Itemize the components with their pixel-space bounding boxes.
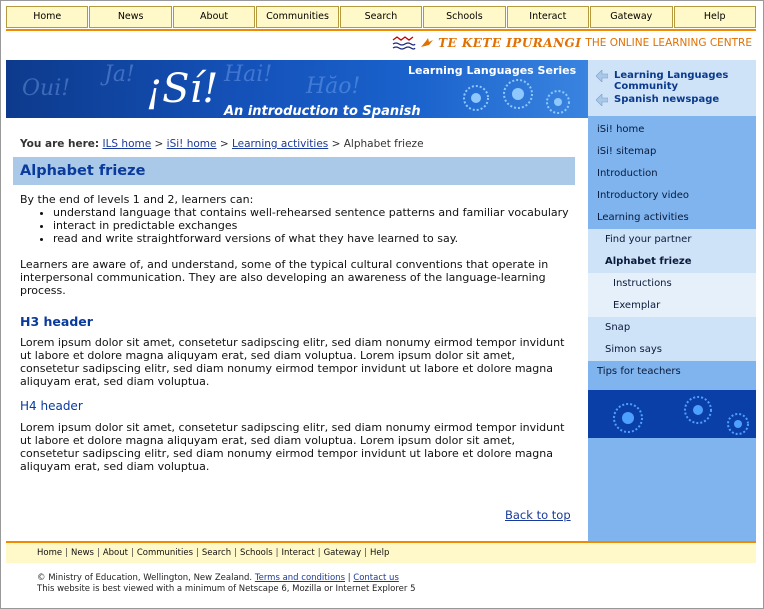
footer-link-news[interactable]: News	[70, 548, 94, 558]
brand-bar	[6, 31, 756, 56]
breadcrumb-isi-home[interactable]: iSi! home	[166, 138, 217, 150]
main-content	[20, 193, 572, 473]
arrow-left-icon	[596, 70, 608, 82]
sidebar-decoration	[588, 390, 756, 438]
browser-note: This website is best viewed with a minimum of Netscape 6, Mozilla or Internet Explorer 5	[37, 584, 416, 594]
footer-link-interact[interactable]: Interact	[281, 548, 315, 558]
koru-pattern-icon	[588, 390, 756, 438]
paragraph: Lorem ipsum dolor sit amet, consetetur sadipscing elitr, sed diam nonumy eirmod tempor invidunt ut labore et dolore magna aliquyam erat, sed diam voluptua. Lorem ipsum dolor sit amet, consetetur sadipscing elitr, sed diam nonumy eirmod tempor invidunt ut labore et dolore magna aliquyam erat, sed diam voluptua.	[20, 421, 565, 473]
banner-greeting: Oui!	[22, 76, 71, 101]
waves-icon	[392, 36, 416, 50]
sidebar-item-snap[interactable]: Snap	[588, 317, 756, 339]
footer-nav: Home | News | About | Communities | Search | Schools | Interact | Gateway | Help	[6, 543, 756, 563]
breadcrumb-current: Alphabet frieze	[343, 138, 424, 150]
list-item: • interact in predictable exchanges	[53, 219, 572, 232]
page-title: Alphabet frieze	[20, 163, 146, 179]
nav-communities[interactable]: Communities	[256, 6, 338, 28]
breadcrumb-ils-home[interactable]: ILS home	[102, 138, 152, 150]
footer-link-communities[interactable]: Communities	[136, 548, 194, 558]
breadcrumb: You are here: ILS home > iSi! home > Learning activities > Alphabet frieze	[20, 138, 424, 150]
sidebar-item-introductory-video[interactable]: Introductory video	[597, 190, 689, 201]
sidebar-item-simon-says[interactable]: Simon says	[588, 339, 756, 361]
right-link-label: Learning Languages Community	[614, 70, 729, 92]
spanish-newspage-link[interactable]	[596, 94, 719, 106]
h4-heading: H4 header	[20, 399, 83, 413]
breadcrumb-label: You are here:	[20, 138, 100, 150]
breadcrumb-learning-activities[interactable]: Learning activities	[231, 138, 329, 150]
koru-pattern-icon	[458, 72, 578, 116]
site-banner	[6, 60, 588, 118]
nav-interact[interactable]: Interact	[507, 6, 589, 28]
banner-greeting: Hai!	[224, 62, 273, 87]
banner-title: ¡Sí!	[146, 66, 219, 112]
arrow-left-icon	[596, 94, 608, 106]
back-to-top-link[interactable]: Back to top	[505, 508, 571, 522]
nav-schools[interactable]: Schools	[423, 6, 505, 28]
brand-tagline: THE ONLINE LEARNING CENTRE	[585, 37, 752, 49]
list-item: • understand language that contains well-rehearsed sentence patterns and familiar vocabulary	[53, 206, 572, 219]
footer-link-help[interactable]: Help	[370, 548, 390, 558]
brand-name: TE KETE IPURANGI	[438, 36, 582, 50]
intro-text: By the end of levels 1 and 2, learners can:	[20, 193, 254, 206]
right-link-label: Spanish newspage	[614, 94, 720, 105]
footer-link-search[interactable]: Search	[201, 548, 232, 558]
contact-link[interactable]: Contact us	[353, 573, 399, 583]
footer-link-home[interactable]: Home	[37, 548, 63, 558]
nav-home[interactable]: Home	[6, 6, 88, 28]
sidebar-item-exemplar[interactable]: Exemplar	[588, 295, 756, 317]
nav-news[interactable]: News	[89, 6, 171, 28]
sidebar-item-tips-for-teachers[interactable]: Tips for teachers	[597, 366, 681, 377]
paragraph: Learners are aware of, and understand, some of the typical cultural conventions that operate in interpersonal communication. They are also developing an awareness of the language-learning process.	[20, 258, 549, 297]
nav-help[interactable]: Help	[674, 6, 756, 28]
sidebar-item-learning-activities[interactable]: Learning activities	[597, 212, 689, 223]
paragraph: Lorem ipsum dolor sit amet, consetetur sadipscing elitr, sed diam nonumy eirmod tempor invidunt ut labore et dolore magna aliquyam erat, sed diam voluptua. Lorem ipsum dolor sit amet, consetetur sadipscing elitr, sed diam nonumy eirmod tempor invidunt ut labore et dolore magna aliquyam erat, sed diam voluptua.	[20, 336, 565, 388]
sidebar-item-introduction[interactable]: Introduction	[597, 168, 658, 179]
top-nav	[6, 6, 756, 28]
sidebar-item-isi-home[interactable]: iSi! home	[597, 124, 645, 135]
footer-link-gateway[interactable]: Gateway	[323, 548, 362, 558]
outcomes-list	[53, 206, 572, 245]
nav-about[interactable]: About	[173, 6, 255, 28]
right-links-panel	[588, 60, 756, 116]
footer-link-about[interactable]: About	[102, 548, 128, 558]
sidebar-item-alphabet-frieze[interactable]: Alphabet frieze	[588, 251, 756, 273]
footer-link-schools[interactable]: Schools	[239, 548, 273, 558]
footer-copyright: © Ministry of Education, Wellington, New Zealand. Terms and conditions | Contact us This website is best viewed with a minimum of Netscape 6, Mozilla or Internet Explorer 5	[37, 573, 416, 594]
sidebar-item-instructions[interactable]: Instructions	[588, 273, 756, 295]
h3-heading: H3 header	[20, 314, 93, 329]
bird-icon	[420, 37, 434, 49]
learning-languages-community-link[interactable]	[596, 70, 742, 92]
sidebar-nav	[588, 116, 756, 544]
sidebar-item-find-your-partner[interactable]: Find your partner	[588, 229, 756, 251]
nav-gateway[interactable]: Gateway	[590, 6, 672, 28]
banner-greeting: Hăo!	[306, 74, 361, 99]
banner-series: Learning Languages Series	[408, 64, 577, 77]
banner-subtitle: An introduction to Spanish	[224, 104, 421, 118]
sidebar-item-isi-sitemap[interactable]: iSi! sitemap	[597, 146, 657, 157]
nav-search[interactable]: Search	[340, 6, 422, 28]
list-item: • read and write straightforward versions of what they have learned to say.	[53, 232, 572, 245]
banner-greeting: Ja!	[104, 62, 135, 87]
terms-link[interactable]: Terms and conditions	[254, 573, 345, 583]
copyright-text: © Ministry of Education, Wellington, New Zealand.	[37, 573, 253, 583]
tki-logo[interactable]	[392, 36, 752, 50]
page-title-bar	[13, 157, 575, 185]
